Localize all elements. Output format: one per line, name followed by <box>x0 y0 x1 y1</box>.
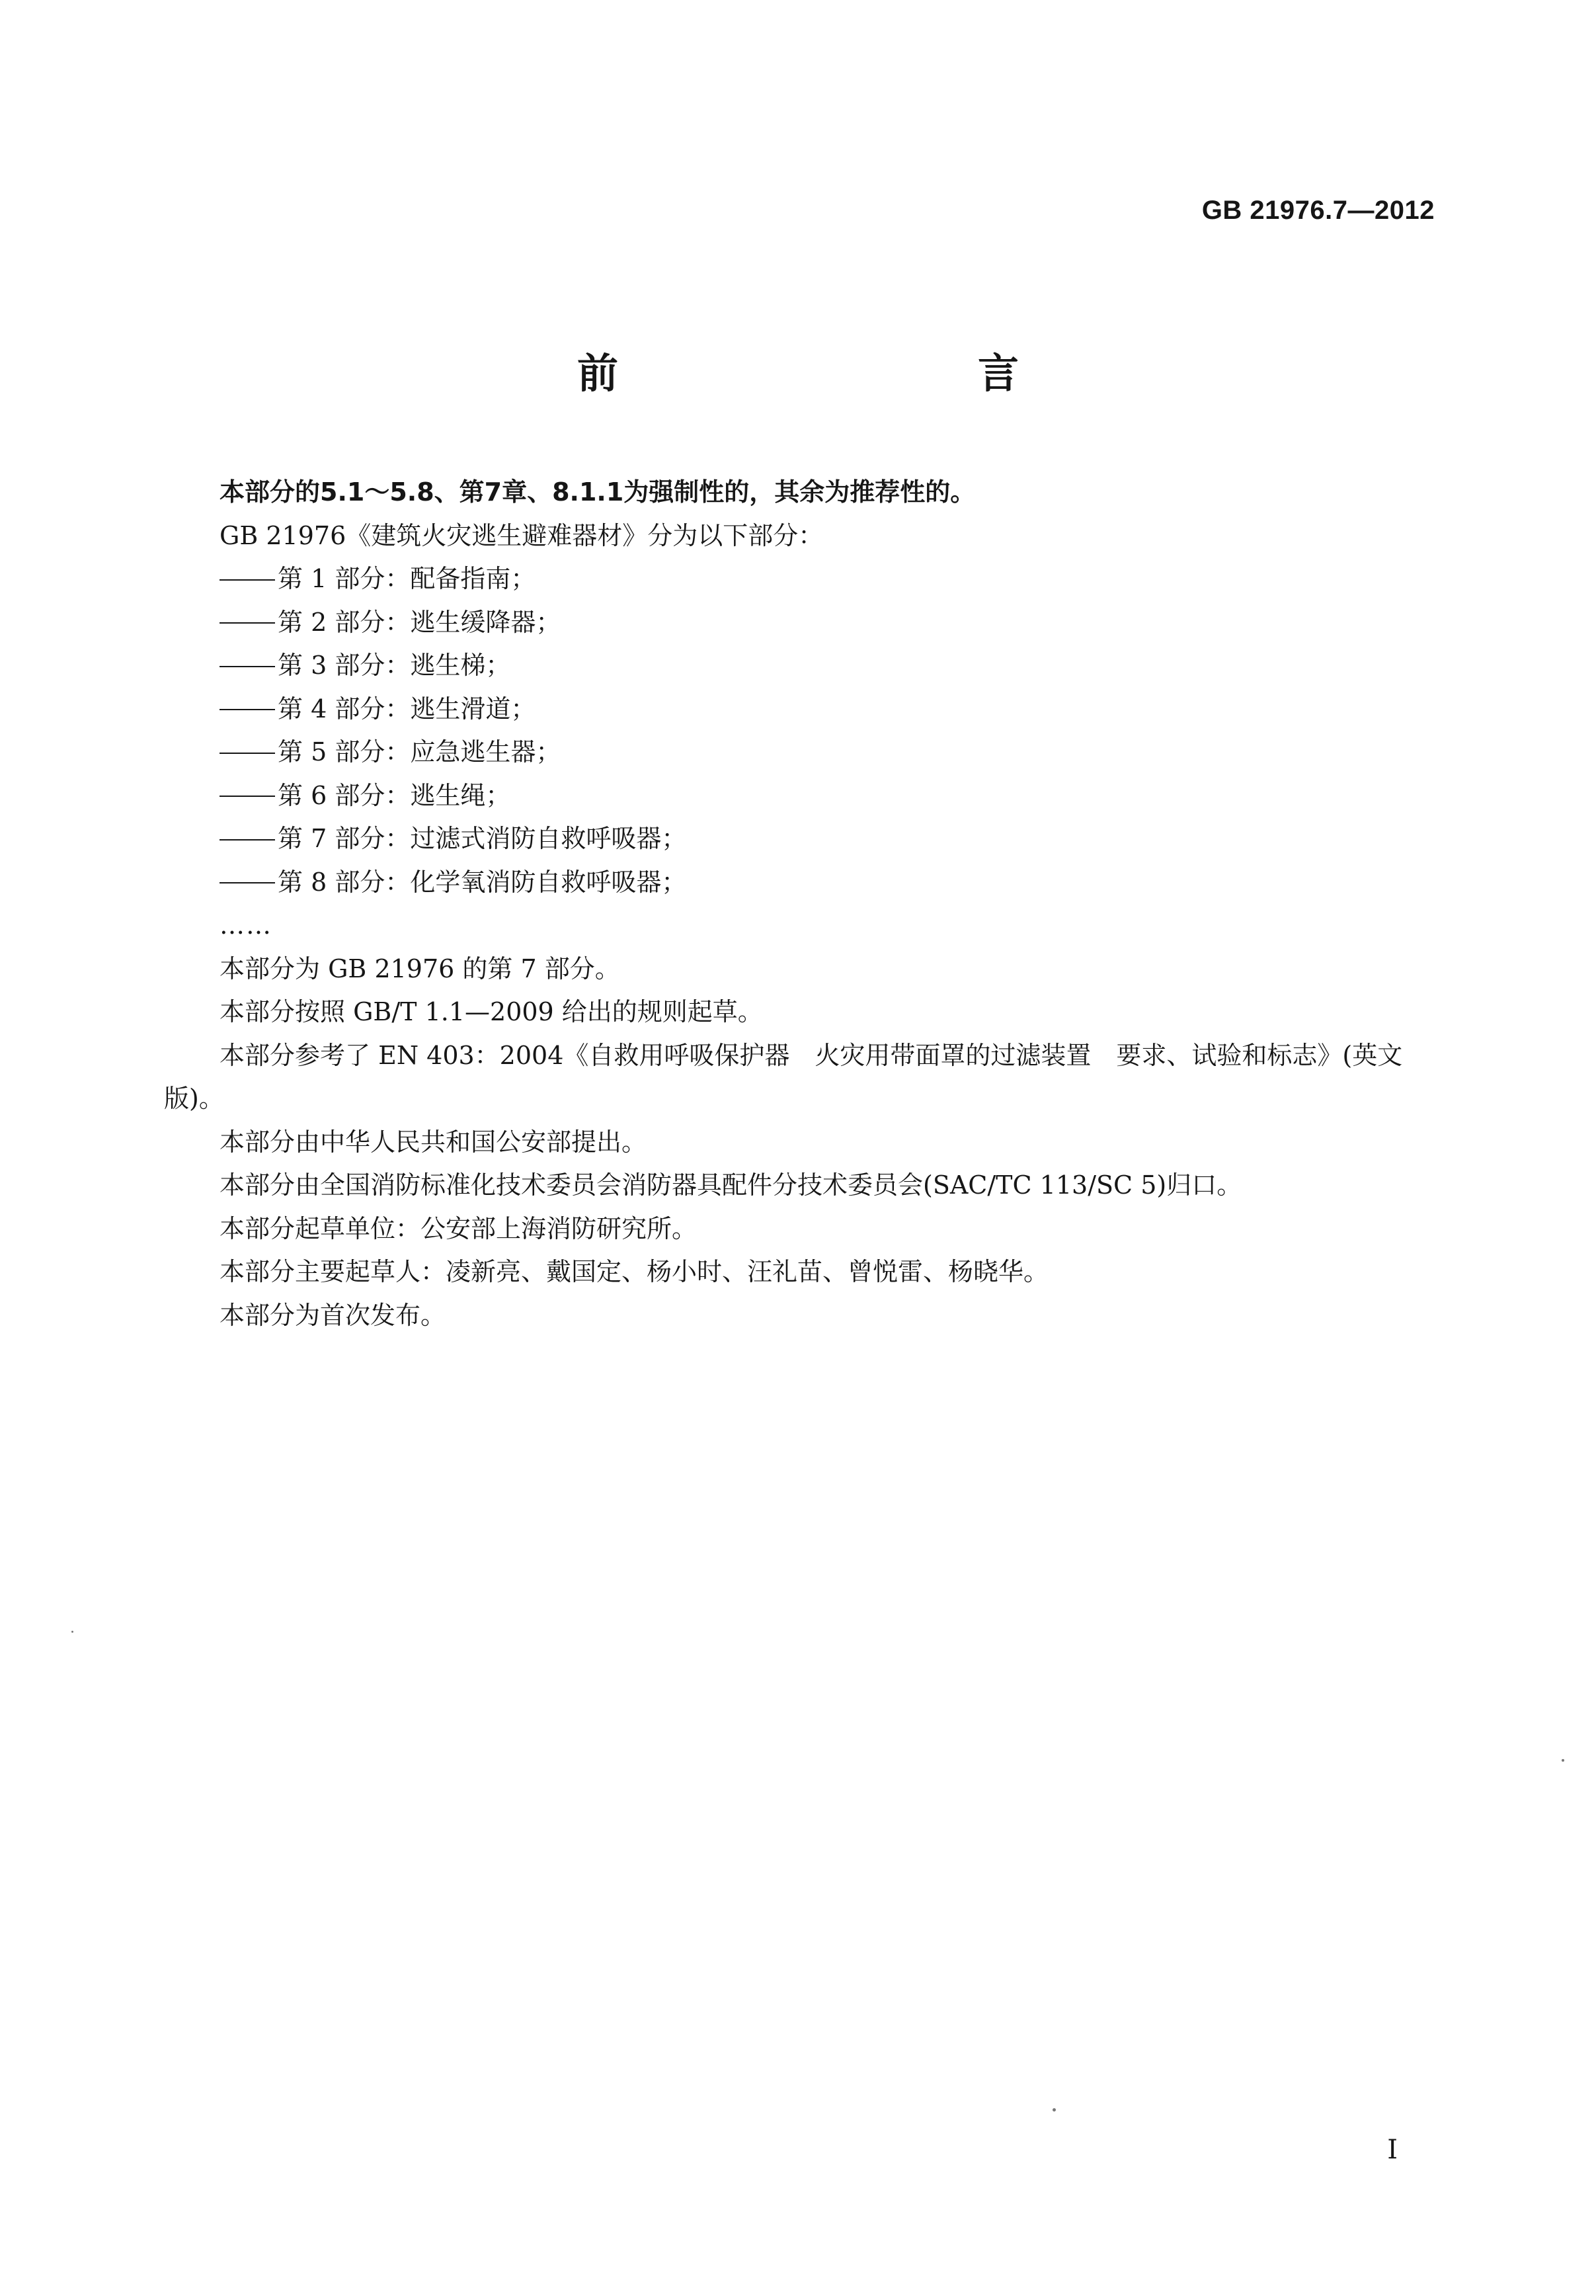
mandatory-statement: 本部分的5.1～5.8、第7章、8.1.1为强制性的，其余为推荐性的。 <box>219 477 976 507</box>
part-label: 第 1 部分：配备指南； <box>278 564 536 593</box>
part-label: 第 5 部分：应急逃生器； <box>278 737 561 766</box>
em-dash <box>219 753 275 754</box>
em-dash <box>219 839 275 840</box>
parts-list <box>164 557 1439 904</box>
part-label: 第 3 部分：逃生梯； <box>278 651 511 680</box>
scan-speck <box>1053 2108 1056 2112</box>
reference-statement: 本部分参考了 EN 403：2004《自救用呼吸保护器 火灾用带面罩的过滤装置 要求、试验和标志》(英文版)。 <box>164 1040 1403 1113</box>
part-label: 第 6 部分：逃生绳； <box>278 780 511 810</box>
drafting-rules-statement: 本部分按照 GB/T 1.1—2009 给出的规则起草。 <box>219 997 763 1026</box>
foreword-body <box>164 471 1439 1337</box>
page-title: 前 言 <box>577 349 1111 397</box>
list-item <box>164 688 1439 731</box>
list-item <box>164 644 1439 688</box>
em-dash <box>219 882 275 883</box>
standard-code: GB 21976.7—2012 <box>1201 196 1435 225</box>
list-item <box>164 731 1439 774</box>
part-of-statement: 本部分为 GB 21976 的第 7 部分。 <box>219 954 620 983</box>
list-item <box>164 817 1439 861</box>
list-item <box>164 557 1439 601</box>
part-label: 第 4 部分：逃生滑道； <box>278 694 536 723</box>
part-label: 第 2 部分：逃生缓降器； <box>278 607 561 637</box>
list-ellipsis: …… <box>219 911 272 940</box>
em-dash <box>219 709 275 710</box>
em-dash <box>219 796 275 797</box>
list-item <box>164 774 1439 818</box>
proposed-by-statement: 本部分由中华人民共和国公安部提出。 <box>219 1127 647 1157</box>
part-label: 第 8 部分：化学氧消防自救呼吸器； <box>278 867 687 897</box>
scan-speck <box>1562 1759 1564 1762</box>
em-dash <box>219 622 275 624</box>
first-release-statement: 本部分为首次发布。 <box>219 1300 446 1330</box>
series-statement: GB 21976《建筑火灾逃生避难器材》分为以下部分： <box>219 520 824 550</box>
list-item <box>164 861 1439 905</box>
list-item <box>164 601 1439 645</box>
scan-speck <box>71 1631 73 1633</box>
em-dash <box>219 579 275 581</box>
em-dash <box>219 666 275 667</box>
page-number: I <box>1387 2135 1398 2165</box>
drafting-unit-statement: 本部分起草单位：公安部上海消防研究所。 <box>219 1213 698 1243</box>
part-label: 第 7 部分：过滤式消防自救呼吸器； <box>278 824 687 853</box>
centralized-by-statement: 本部分由全国消防标准化技术委员会消防器具配件分技术委员会(SAC/TC 113/SC 5)归口。 <box>219 1170 1242 1200</box>
drafters-statement: 本部分主要起草人：凌新亮、戴国定、杨小时、汪礼苗、曾悦雷、杨晓华。 <box>219 1257 1049 1286</box>
